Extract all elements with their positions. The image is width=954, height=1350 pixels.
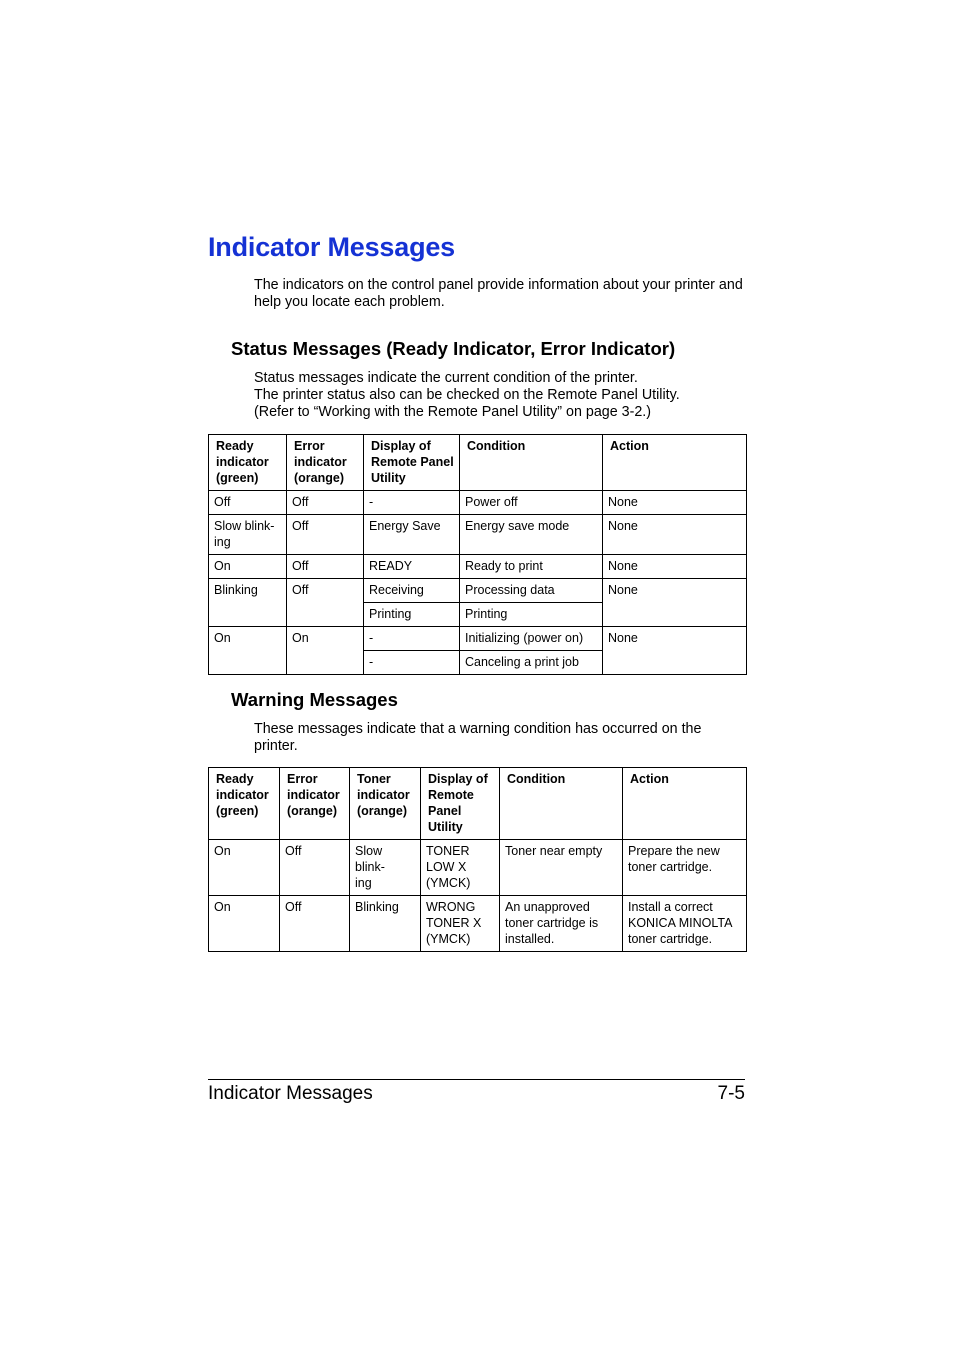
- table-row: [209, 491, 747, 515]
- cell-condition: Power off: [460, 491, 603, 515]
- text-line: (Refer to “Working with the Remote Panel Utility” on page 3-2.): [254, 404, 652, 420]
- text-line: The indicators on the control panel provide information about your printer and: [254, 277, 743, 293]
- header-condition: Condition: [500, 768, 623, 840]
- cell-condition: An unapproved toner cartridge is installed.: [500, 896, 623, 952]
- text-line: The printer status also can be checked on the Remote Panel Utility.: [254, 387, 680, 403]
- text-line: help you locate each problem.: [254, 294, 445, 310]
- cell-ready: On: [209, 896, 280, 952]
- table-row: [209, 896, 747, 952]
- cell-display: Receiving: [364, 579, 460, 603]
- warning-section-intro: [254, 721, 754, 755]
- cell-error: Off: [287, 579, 364, 627]
- cell-ready: On: [209, 627, 287, 675]
- status-section-intro: [254, 370, 754, 421]
- text-line: printer.: [254, 738, 298, 754]
- cell-action: Prepare the new toner cartridge.: [623, 840, 747, 896]
- cell-display: -: [364, 627, 460, 651]
- cell-error: Off: [287, 515, 364, 555]
- cell-ready: On: [209, 840, 280, 896]
- header-display-remote-panel: Display of Remote Panel Utility: [364, 435, 460, 491]
- cell-toner: Slow blink- ing: [350, 840, 421, 896]
- cell-condition: Canceling a print job: [460, 651, 603, 675]
- table-header-row: [209, 435, 747, 491]
- cell-error: On: [287, 627, 364, 675]
- cell-condition: Initializing (power on): [460, 627, 603, 651]
- page-intro: [254, 277, 754, 311]
- cell-action: Install a correct KONICA MINOLTA toner cartridge.: [623, 896, 747, 952]
- text-line: Status messages indicate the current condition of the printer.: [254, 370, 638, 386]
- header-error-indicator: Error indicator (orange): [280, 768, 350, 840]
- header-action: Action: [623, 768, 747, 840]
- header-action: Action: [603, 435, 747, 491]
- cell-ready: Blinking: [209, 579, 287, 627]
- table-header-row: [209, 768, 747, 840]
- footer-page-number: 7-5: [717, 1083, 745, 1104]
- cell-condition: Processing data: [460, 579, 603, 603]
- cell-display: Energy Save: [364, 515, 460, 555]
- cell-error: Off: [287, 555, 364, 579]
- cell-action: None: [603, 627, 747, 675]
- header-toner-indicator: Toner indicator (orange): [350, 768, 421, 840]
- header-display-remote-panel: Display of Remote Panel Utility: [421, 768, 500, 840]
- cell-action: None: [603, 515, 747, 555]
- footer-divider: [208, 1079, 745, 1080]
- cell-action: None: [603, 555, 747, 579]
- cell-condition: Toner near empty: [500, 840, 623, 896]
- cell-ready: Slow blink- ing: [209, 515, 287, 555]
- warning-messages-table: [208, 767, 747, 952]
- cell-display: Printing: [364, 603, 460, 627]
- header-condition: Condition: [460, 435, 603, 491]
- cell-display: -: [364, 651, 460, 675]
- page-title: Indicator Messages: [208, 232, 455, 262]
- status-section-heading: Status Messages (Ready Indicator, Error Indicator): [231, 338, 676, 359]
- cell-toner: Blinking: [350, 896, 421, 952]
- cell-action: None: [603, 579, 747, 627]
- header-error-indicator: Error indicator (orange): [287, 435, 364, 491]
- cell-ready: On: [209, 555, 287, 579]
- table-row: [209, 840, 747, 896]
- cell-condition: Printing: [460, 603, 603, 627]
- cell-error: Off: [287, 491, 364, 515]
- header-ready-indicator: Ready indicator (green): [209, 435, 287, 491]
- cell-condition: Ready to print: [460, 555, 603, 579]
- cell-condition: Energy save mode: [460, 515, 603, 555]
- cell-display: WRONG TONER X (YMCK): [421, 896, 500, 952]
- table-row: [209, 627, 747, 651]
- cell-action: None: [603, 491, 747, 515]
- status-messages-table: [208, 434, 747, 675]
- cell-error: Off: [280, 840, 350, 896]
- table-row: [209, 579, 747, 603]
- text-line: These messages indicate that a warning condition has occurred on the: [254, 721, 702, 737]
- cell-display: READY: [364, 555, 460, 579]
- cell-error: Off: [280, 896, 350, 952]
- header-ready-indicator: Ready indicator (green): [209, 768, 280, 840]
- table-row: [209, 515, 747, 555]
- footer-title: Indicator Messages: [208, 1083, 373, 1104]
- cell-display: -: [364, 491, 460, 515]
- warning-section-heading: Warning Messages: [231, 689, 398, 710]
- table-row: [209, 555, 747, 579]
- cell-ready: Off: [209, 491, 287, 515]
- cell-display: TONER LOW X (YMCK): [421, 840, 500, 896]
